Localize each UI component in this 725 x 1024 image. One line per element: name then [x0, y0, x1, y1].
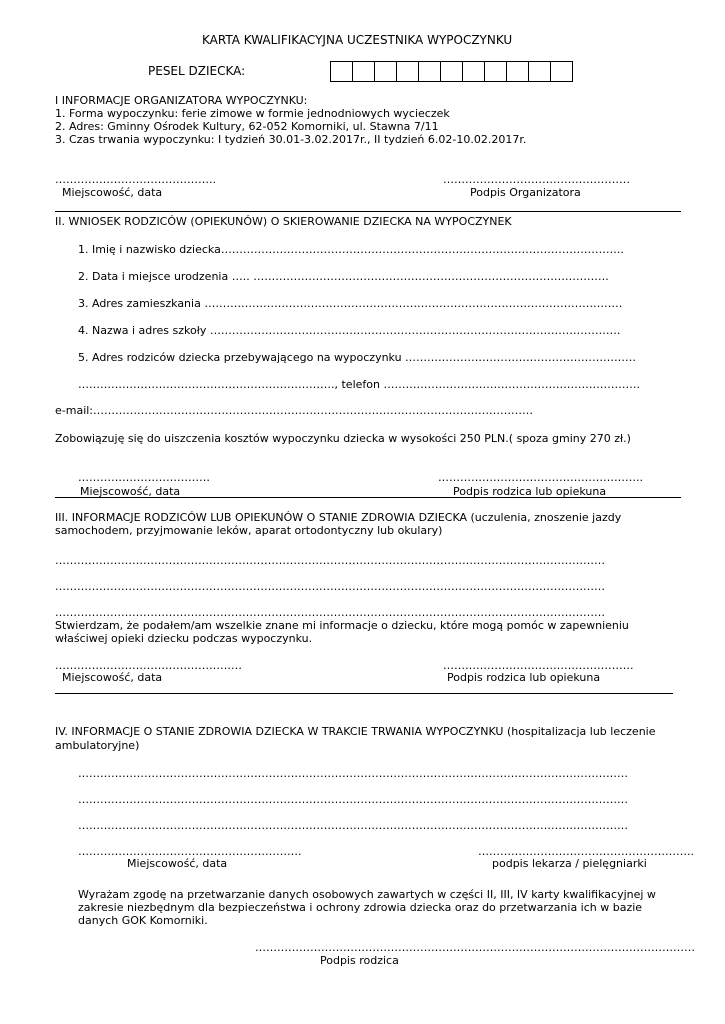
school-field[interactable]: 4. Nazwa i adres szkoły ………………………………………………………………………………………………….	[78, 324, 621, 337]
health-info-line-2[interactable]: ……………………………………………………………………………………………………………………………………	[55, 580, 605, 593]
pesel-digit-cell[interactable]	[375, 61, 397, 82]
pesel-input-grid[interactable]	[330, 61, 573, 82]
statement-line1: Stwierdzam, że podałem/am wszelkie znane mi informacje o dziecku, które mogą pomóc w zapewnieniu	[55, 619, 629, 632]
pesel-digit-cell[interactable]	[463, 61, 485, 82]
pesel-digit-cell[interactable]	[507, 61, 529, 82]
section2-signature-line[interactable]: ………………………………………………..	[438, 471, 643, 484]
section1-item-address: 2. Adres: Gminny Ośrodek Kultury, 62-052 Komorniki, ul. Stawna 7/11	[55, 120, 439, 133]
consent-line1: Wyrażam zgodę na przetwarzanie danych osobowych zawartych w części II, III, IV karty kwalifikacyjnej w	[78, 888, 656, 901]
pesel-digit-cell[interactable]	[397, 61, 419, 82]
pesel-digit-cell[interactable]	[485, 61, 507, 82]
email-field[interactable]: e-mail:…………………………………………………………………………………………………………	[55, 404, 534, 417]
consent-line3: danych GOK Komorniki.	[78, 914, 208, 927]
section-divider	[55, 497, 681, 498]
health-info-line-1[interactable]: ……………………………………………………………………………………………………………………………………	[55, 554, 605, 567]
section4-place-date-label: Miejscowość, data	[127, 857, 228, 870]
treatment-info-line-1[interactable]: ……………………………………………………………………………………………………………………………………	[78, 767, 628, 780]
home-address-field[interactable]: 3. Adres zamieszkania ……………………………………………………………………………………………………	[78, 297, 623, 310]
section1-place-date-line[interactable]: ……………………………………..	[55, 173, 216, 186]
section3-signature-line[interactable]: …………………………………………….	[443, 659, 634, 672]
section1-place-date-label: Miejscowość, data	[62, 186, 163, 199]
pesel-digit-cell[interactable]	[419, 61, 441, 82]
section1-item-form: 1. Forma wypoczynku: ferie zimowe w formie jednodniowych wycieczek	[55, 107, 450, 120]
section3-heading-line2: samochodem, przyjmowanie leków, aparat ortodontyczny lub okulary)	[55, 524, 443, 537]
consent-line2: zakresie niezbędnym dla bezpieczeństwa i ochrony zdrowia dziecka oraz do przetwarzania ich w bazie	[78, 901, 643, 914]
parents-address-phone-field[interactable]: ……………………………………………………………., telefon …………………………………………………………….	[78, 378, 640, 391]
section4-signature-line[interactable]: …………………………………………………..	[478, 845, 694, 858]
section2-place-date-line[interactable]: ………………………………	[78, 471, 210, 484]
section1-signature-label: Podpis Organizatora	[470, 186, 581, 199]
section2-heading: II. WNIOSEK RODZICÓW (OPIEKUNÓW) O SKIEROWANIE DZIECKA NA WYPOCZYNEK	[55, 215, 512, 228]
cost-commitment-text: Zobowiązuję się do uiszczenia kosztów wypoczynku dziecka w wysokości 250 PLN.( spoza gminy 270 zł.)	[55, 432, 631, 445]
health-info-line-3[interactable]: ……………………………………………………………………………………………………………………………………	[55, 606, 605, 619]
section4-signature-label: podpis lekarza / pielęgniarki	[492, 857, 647, 870]
section3-place-date-label: Miejscowość, data	[62, 671, 163, 684]
treatment-info-line-2[interactable]: ……………………………………………………………………………………………………………………………………	[78, 793, 628, 806]
consent-signature-line[interactable]: …………………………………………………………………………………………………………	[255, 941, 695, 954]
section4-heading-line1: IV. INFORMACJE O STANIE ZDROWIA DZIECKA W TRAKCIE TRWANIA WYPOCZYNKU (hospitalizacja lub leczenie	[55, 725, 656, 738]
pesel-digit-cell[interactable]	[331, 61, 353, 82]
section4-heading-line2: ambulatoryjne)	[55, 739, 140, 752]
document-title: KARTA KWALIFIKACYJNA UCZESTNIKA WYPOCZYNKU	[202, 33, 513, 47]
section2-signature-label: Podpis rodzica lub opiekuna	[453, 485, 607, 498]
child-name-field[interactable]: 1. Imię i nazwisko dziecka………………………………………………………………………………………………..	[78, 243, 624, 256]
pesel-label: PESEL DZIECKA:	[148, 64, 246, 78]
section4-place-date-line[interactable]: …………………………………………………….	[78, 845, 302, 858]
pesel-digit-cell[interactable]	[353, 61, 375, 82]
section-divider	[55, 211, 681, 212]
pesel-digit-cell[interactable]	[551, 61, 573, 82]
section1-heading: I INFORMACJE ORGANIZATORA WYPOCZYNKU:	[55, 94, 308, 107]
section2-place-date-label: Miejscowość, data	[80, 485, 181, 498]
section1-item-duration: 3. Czas trwania wypoczynku: I tydzień 30.01-3.02.2017r., II tydzień 6.02-10.02.2017r.	[55, 133, 527, 146]
statement-line2: właściwej opieki dziecku podczas wypoczynku.	[55, 632, 313, 645]
section-divider	[55, 693, 673, 694]
parents-address-field[interactable]: 5. Adres rodziców dziecka przebywającego na wypoczynku ………………………………………………………	[78, 351, 637, 364]
section3-heading-line1: III. INFORMACJE RODZICÓW LUB OPIEKUNÓW O STANIE ZDROWIA DZIECKA (uczulenia, znoszenie jazdy	[55, 511, 622, 524]
treatment-info-line-3[interactable]: ……………………………………………………………………………………………………………………………………	[78, 819, 628, 832]
section1-signature-line[interactable]: ……………………………………………	[443, 173, 630, 186]
consent-signature-label: Podpis rodzica	[320, 954, 399, 967]
birth-date-place-field[interactable]: 2. Data i miejsce urodzenia ….. …………………………………………………………………………………….	[78, 270, 609, 283]
pesel-digit-cell[interactable]	[529, 61, 551, 82]
section3-place-date-line[interactable]: ……………………………………………	[55, 659, 242, 672]
section3-signature-label: Podpis rodzica lub opiekuna	[447, 671, 601, 684]
pesel-digit-cell[interactable]	[441, 61, 463, 82]
